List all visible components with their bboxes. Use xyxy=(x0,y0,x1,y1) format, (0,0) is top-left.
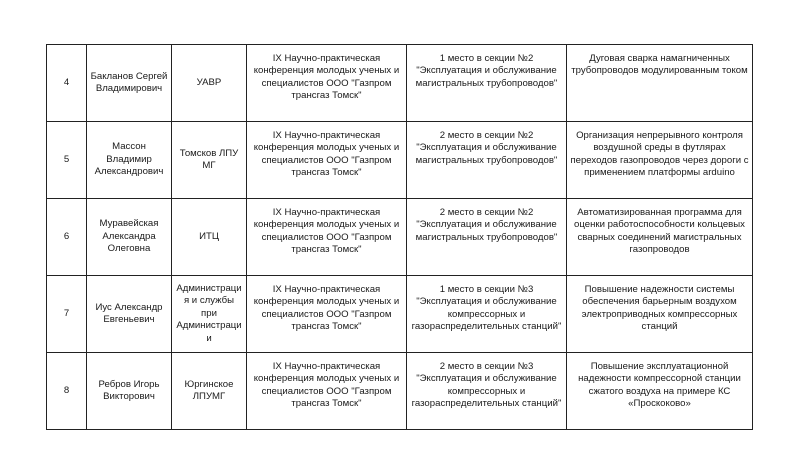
table-row xyxy=(47,353,753,430)
row-number-cell: 4 xyxy=(47,45,87,122)
person-name-cell: Иус Александр Евгеньевич xyxy=(87,276,172,353)
table-row xyxy=(47,276,753,353)
conference-cell: IX Научно-практическая конференция молодых ученых и специалистов ООО "Газпром трансгаз Томск" xyxy=(247,276,407,353)
topic-cell: Дуговая сварка намагниченных трубопроводов модулированным током xyxy=(567,45,753,122)
division-cell: УАВР xyxy=(172,45,247,122)
topic-cell: Автоматизированная программа для оценки работоспособности кольцевых сварных соединений магистральных газопроводов xyxy=(567,199,753,276)
place-cell: 1 место в секции №3 "Эксплуатация и обслуживание компрессорных и газораспределительных станций" xyxy=(407,276,567,353)
conference-cell: IX Научно-практическая конференция молодых ученых и специалистов ООО "Газпром трансгаз Томск" xyxy=(247,122,407,199)
table-row xyxy=(47,199,753,276)
conference-cell: IX Научно-практическая конференция молодых ученых и специалистов ООО "Газпром трансгаз Томск" xyxy=(247,199,407,276)
topic-cell: Повышение эксплуатационной надежности компрессорной станции сжатого воздуха на примере КС «Проскоково» xyxy=(567,353,753,430)
division-cell: Администрация и службы при Администрации xyxy=(172,276,247,353)
conference-cell: IX Научно-практическая конференция молодых ученых и специалистов ООО "Газпром трансгаз Томск" xyxy=(247,353,407,430)
row-number-cell: 6 xyxy=(47,199,87,276)
table-row xyxy=(47,122,753,199)
place-cell: 1 место в секции №2 "Эксплуатация и обслуживание магистральных трубопроводов" xyxy=(407,45,567,122)
person-name-cell: Ребров Игорь Викторович xyxy=(87,353,172,430)
division-cell: Томсков ЛПУ МГ xyxy=(172,122,247,199)
place-cell: 2 место в секции №2 "Эксплуатация и обслуживание магистральных трубопроводов" xyxy=(407,122,567,199)
place-cell: 2 место в секции №3 "Эксплуатация и обслуживание компрессорных и газораспределительных станций" xyxy=(407,353,567,430)
division-cell: ИТЦ xyxy=(172,199,247,276)
row-number-cell: 7 xyxy=(47,276,87,353)
topic-cell: Повышение надежности системы обеспечения барьерным воздухом электроприводных компрессорных станций xyxy=(567,276,753,353)
topic-cell: Организация непрерывного контроля воздушной среды в футлярах переходов газопроводов через дороги с применением платформы arduino xyxy=(567,122,753,199)
row-number-cell: 5 xyxy=(47,122,87,199)
conference-cell: IX Научно-практическая конференция молодых ученых и специалистов ООО "Газпром трансгаз Томск" xyxy=(247,45,407,122)
row-number-cell: 8 xyxy=(47,353,87,430)
place-cell: 2 место в секции №2 "Эксплуатация и обслуживание магистральных трубопроводов" xyxy=(407,199,567,276)
awards-table xyxy=(46,44,753,430)
division-cell: Юргинское ЛПУМГ xyxy=(172,353,247,430)
person-name-cell: Массон Владимир Александрович xyxy=(87,122,172,199)
person-name-cell: Бакланов Сергей Владимирович xyxy=(87,45,172,122)
person-name-cell: Муравейская Александра Олеговна xyxy=(87,199,172,276)
table-row xyxy=(47,45,753,122)
